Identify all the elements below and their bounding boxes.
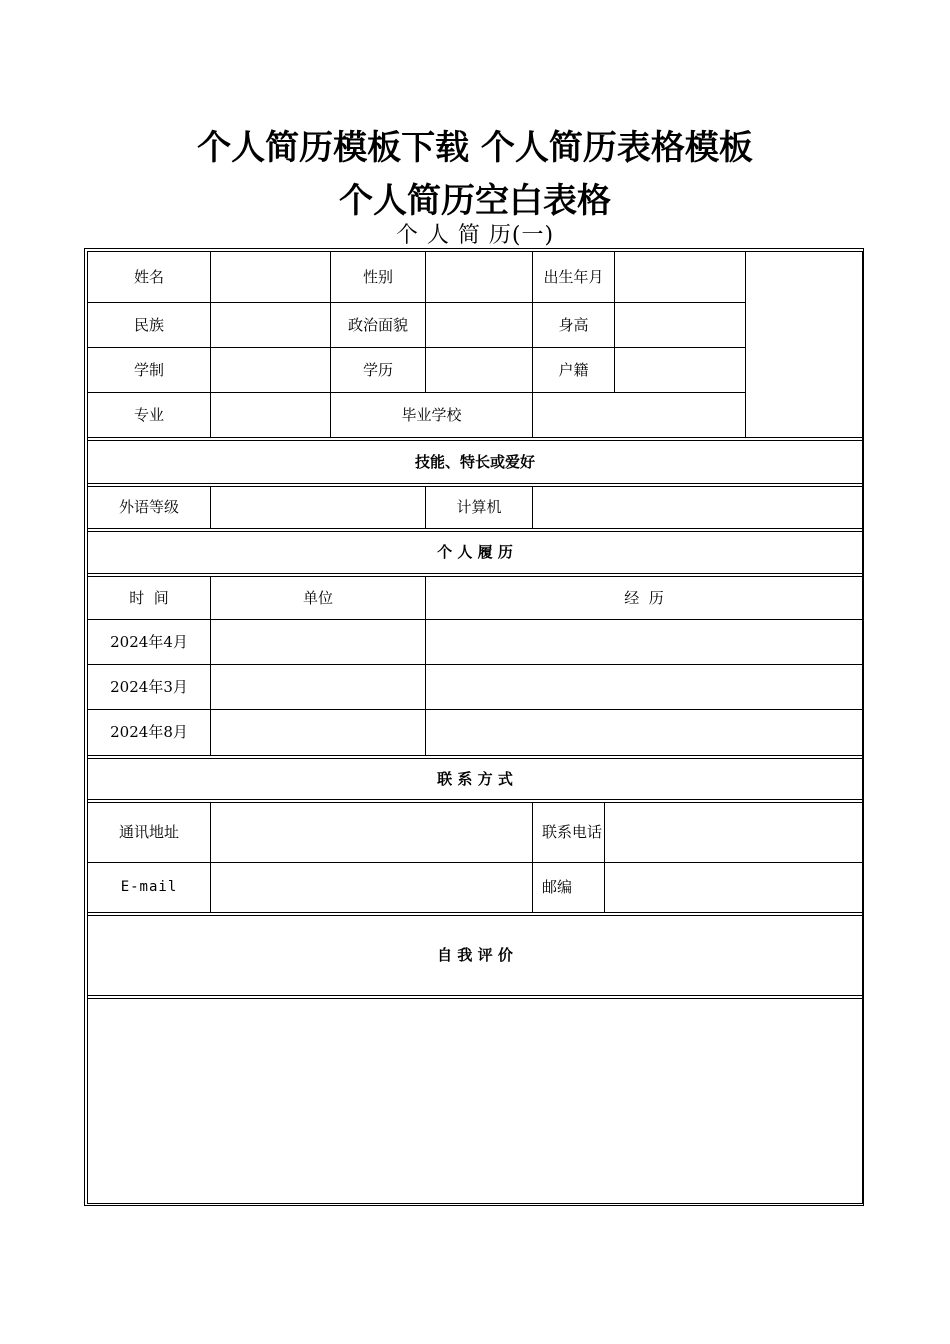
label-address: 通讯地址 — [118, 823, 179, 841]
label-height: 身高 — [558, 315, 589, 334]
document-title-line-1: 个人简历模板下载 个人简历表格模板 — [197, 128, 753, 168]
label-computer: 计算机 — [456, 498, 502, 516]
photo-area[interactable] — [746, 252, 862, 437]
foreign-language-field[interactable] — [211, 487, 425, 528]
email-field[interactable] — [211, 863, 532, 912]
postcode-field[interactable] — [605, 863, 862, 912]
label-phone: 联系电话 — [542, 823, 603, 841]
label-foreign-language: 外语等级 — [118, 498, 179, 516]
history-date: 2024年3月 — [110, 677, 188, 696]
label-political: 政治面貌 — [347, 315, 408, 334]
history-unit-field[interactable] — [211, 620, 425, 664]
self-evaluation-heading: 自 我 评 价 — [437, 946, 513, 964]
height-field[interactable] — [615, 303, 745, 347]
history-experience-field[interactable] — [426, 710, 862, 755]
self-evaluation-field[interactable] — [88, 999, 862, 1203]
history-date: 2024年8月 — [110, 723, 188, 741]
label-school: 毕业学校 — [401, 405, 462, 424]
document-title-line-2: 个人简历空白表格 — [339, 181, 611, 221]
contact-heading: 联 系 方 式 — [437, 769, 513, 788]
column-header-experience: 经 历 — [624, 588, 664, 607]
history-unit-field[interactable] — [211, 710, 425, 755]
school-field[interactable] — [533, 393, 745, 437]
education-field[interactable] — [426, 348, 532, 392]
history-unit-field[interactable] — [211, 665, 425, 709]
address-field[interactable] — [211, 803, 532, 862]
column-header-time: 时 间 — [129, 588, 169, 607]
ethnicity-field[interactable] — [211, 303, 330, 347]
label-birth: 出生年月 — [543, 267, 604, 286]
form-subtitle: 个 人 简 历(一) — [395, 223, 555, 248]
label-education: 学历 — [362, 360, 393, 379]
name-field[interactable] — [211, 252, 330, 302]
major-field[interactable] — [211, 393, 330, 437]
schooling-field[interactable] — [211, 348, 330, 392]
computer-field[interactable] — [533, 487, 862, 528]
phone-field[interactable] — [605, 803, 862, 862]
label-major: 专业 — [133, 405, 164, 424]
resume-heading: 个 人 履 历 — [437, 543, 513, 561]
label-email: E-mail — [120, 879, 178, 895]
label-postcode: 邮编 — [542, 878, 573, 896]
history-experience-field[interactable] — [426, 665, 862, 709]
political-field[interactable] — [426, 303, 532, 347]
label-ethnicity: 民族 — [133, 315, 164, 334]
label-gender: 性别 — [362, 267, 393, 286]
column-header-unit: 单位 — [302, 588, 333, 607]
birth-field[interactable] — [615, 252, 745, 302]
history-experience-field[interactable] — [426, 620, 862, 664]
label-hukou: 户籍 — [558, 360, 589, 379]
skills-heading: 技能、特长或爱好 — [414, 452, 535, 471]
label-name: 姓名 — [133, 267, 164, 286]
hukou-field[interactable] — [615, 348, 745, 392]
history-date: 2024年4月 — [110, 632, 188, 651]
gender-field[interactable] — [426, 252, 532, 302]
label-schooling: 学制 — [133, 360, 164, 379]
